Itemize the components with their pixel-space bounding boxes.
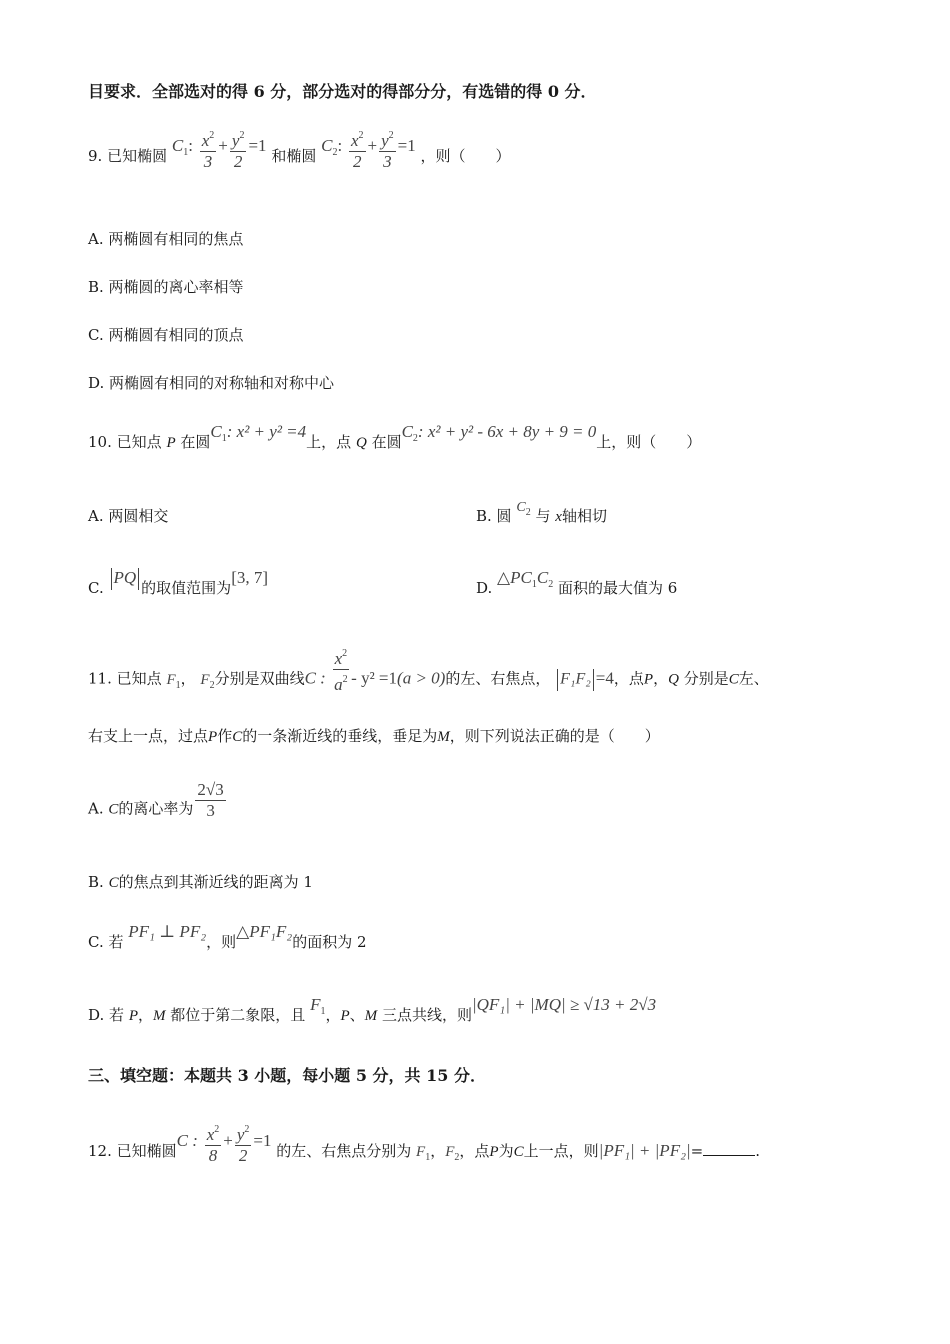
question-number: 9.: [88, 147, 103, 165]
option-b: B. 圆 $C_2$ 与 x轴相切: [476, 500, 607, 525]
fraction: $\frac{y^2}{3}$: [379, 126, 396, 172]
answer-blank[interactable]: [703, 1141, 755, 1156]
fraction: $\frac{x^2}{3}$: [200, 126, 217, 172]
option-d: D. $\triangle PC_1C_2$ 面积的最大值为 6: [476, 568, 678, 597]
question-10: 10. 已知点 P 在圆$C_1$: x² + y² =4上，点 Q 在圆$C_2$: x² + y² - 6x + 8y + 9 = 0上，则（ ）: [88, 422, 702, 451]
question-9: 9. 已知椭圆 $C_1$: $\frac{x^2}{3}$ + $\frac{y^2}{2}$ =1 和椭圆 $C_2$: $\frac{x^2}{2}$ + $\frac{y^2}{3}$ =1 ，则（ ）: [88, 142, 511, 173]
fraction: $\frac{x^2}{a^2}$: [333, 644, 350, 695]
ellipse-c1: $C_1$: [171, 136, 189, 158]
option-a: A. 两椭圆有相同的焦点: [88, 230, 244, 248]
option-d: D. 两椭圆有相同的对称轴和对称中心: [88, 374, 335, 392]
question-11: 11. 已知点 $F_1$， $F_2$分别是双曲线C : $\frac{x^2}{a^2}$ - y² =1(a > 0)的左、右焦点， F₁F₂ =4，点P，Q 分别是C左、: [88, 664, 769, 696]
header-instruction: 目要求．全部选对的得 6 分，部分选对的得部分分，有选错的得 0 分．: [88, 82, 597, 101]
question-12: 12. 已知椭圆C : $\frac{x^2}{8}$ + $\frac{y^2}{2}$ =1 的左、右焦点分别为 $F_1$，$F_2$，点P为C上一点，则|PF₁| + |PF₂|= .: [88, 1138, 760, 1168]
fraction: $\frac{2√3}{3}$: [197, 780, 224, 820]
ellipse-c2: $C_2$: [321, 136, 338, 158]
fraction: $\frac{y^2}{2}$: [235, 1120, 252, 1166]
option-a: A. C的离心率为 $\frac{2√3}{3}$: [88, 780, 224, 820]
section-title: 三、填空题：本题共 3 小题，每小题 5 分，共 15 分．: [88, 1066, 486, 1085]
option-c: C. 两椭圆有相同的顶点: [88, 326, 244, 344]
question-11-line2: 右支上一点，过点P作C的一条渐近线的垂线，垂足为M，则下列说法正确的是（ ）: [88, 727, 660, 745]
option-c: C. PQ的取值范围为[3, 7]: [88, 568, 269, 597]
question-number: 11.: [88, 669, 112, 688]
option-d: D. 若 P，M 都位于第二象限，且 $F_1$，P、M 三点共线，则|QF₁| + |MQ| ≥ √13 + 2√3: [88, 995, 657, 1024]
option-b: B. 两椭圆的离心率相等: [88, 278, 244, 296]
circle-c2-equation: $C_2$: x² + y² - 6x + 8y + 9 = 0: [401, 422, 597, 444]
fraction: $\frac{x^2}{2}$: [349, 126, 366, 172]
option-c: C. 若 PF₁ ⊥ PF₂，则△PF₁F₂的面积为 2: [88, 922, 367, 951]
circle-c1-equation: $C_1$: x² + y² =4: [210, 422, 307, 444]
option-a: A. 两圆相交: [88, 507, 169, 525]
question-text: 已知椭圆: [107, 147, 168, 165]
question-number: 12.: [88, 1142, 112, 1160]
fraction: $\frac{y^2}{2}$: [230, 126, 247, 172]
question-number: 10.: [88, 433, 112, 451]
option-b: B. C的焦点到其渐近线的距离为 1: [88, 873, 313, 891]
fraction: $\frac{x^2}{8}$: [205, 1120, 222, 1166]
